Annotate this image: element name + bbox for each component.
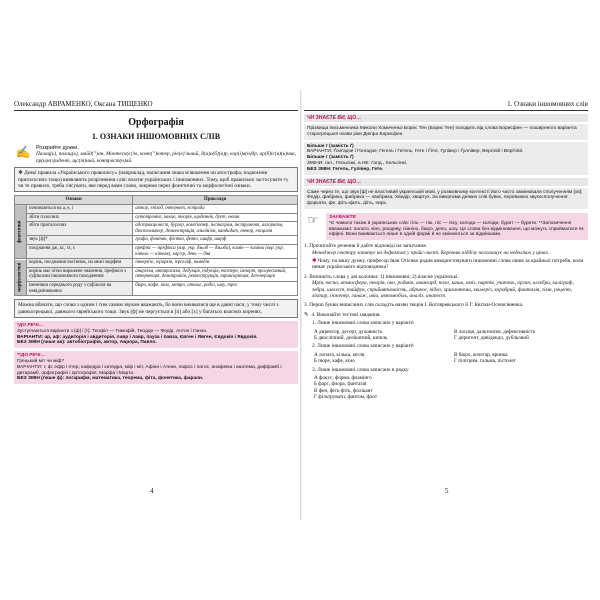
table-cell: збіги голосних — [27, 213, 133, 222]
left-page — [14, 100, 298, 520]
right-page — [304, 100, 588, 520]
left-running-header — [14, 100, 298, 111]
box-text: ВАРІАНТИ: Ґонґадзе і Гонгадзе, Гегель і Геґель, Гете і Ґете, Гулівер і Ґуллівер, Вергілій і Верґілій. — [307, 149, 524, 155]
table-cell: поєднання дж, кс, гз, є — [27, 245, 133, 259]
did-you-know-box-2 — [14, 351, 298, 384]
table-row — [15, 259, 298, 268]
box-text: ЗМІНИ: гал., Гельсінкі, а НЕ: ґалд., Хельсінкі. — [307, 160, 408, 166]
task-3 — [304, 302, 588, 308]
table-cell: бюро, кафе, кіно, метро, ательє, радіо, шоу, тріо — [133, 281, 298, 295]
chapter-title: Орфографія — [128, 117, 184, 128]
option: А директор, десерт, духовність — [314, 328, 383, 335]
no-change-line: БЕЗ ЗМІН (лише ф): логарифм, математика, теорема, фіта, фонетика, фараон. — [17, 376, 204, 382]
option: Г фільтрувати, фантом, флот — [314, 394, 378, 401]
note-text: Грецький міт чи міф? — [17, 358, 65, 364]
test-question-3: 3. Лише іншомовні слова записано в рядку — [312, 366, 409, 373]
option: В бюро, кочегар, яринка — [454, 351, 508, 358]
rule-text: Деякі правила «Українського правопису» (наприклад, написання знака м'якшення чи апострофа, подвоєння приголосних тощо) виявляють розрізнення слів: власне українських і іншомовних. Тому, щоб правильно застосувати ту чи те правило, треба з'ясувати, яке перед вами слово, зокрема через фонетичні та морфологічні ознаки. — [18, 170, 289, 190]
table-cell: анархізм, антирасизм, дедукція, індукція, екстерн, імпорт, прогресивний, інтервенція, демократія, реконструкція, транскрипція, дегенерація — [133, 267, 298, 281]
table-row — [15, 281, 298, 295]
test-icon: ✎ — [304, 311, 309, 318]
table-row — [15, 267, 298, 281]
diamond-icon: ❖ — [18, 170, 25, 177]
option: Б фарс, флора, фантазія — [314, 381, 367, 388]
rule-box — [14, 167, 298, 192]
table-cell: аутотренінг, какао, теорія, щоденнік, дуєт, океан — [133, 213, 298, 222]
no-change-line: БЕЗ ЗМІН: Гегель, Гулівер, Гете. — [307, 166, 384, 172]
table-row — [15, 236, 298, 245]
no-change-line: БЕЗ ЗМІН (лише ав): автобіографія, автор, Аврора, Павло. — [17, 340, 157, 346]
attention-title: ЗАУВАЖТЕ — [329, 214, 356, 220]
group-label-phonetic: фонетичні — [15, 205, 27, 259]
test-options-1 — [314, 329, 588, 342]
table-row — [15, 213, 298, 222]
table-header-examples: Приклади — [133, 196, 298, 205]
box-subtitle: Більше г (замість ґ) — [307, 155, 354, 161]
variants-line: ВАРІАНТИ: ар, аф: аудиторія і авдиторія, лавр і лавр, пауза і павза, Євген і Явген, Євдокія і Явдокія. — [17, 334, 258, 340]
section-title: 1. ОЗНАКИ ІНШОМОВНИХ СЛІВ — [91, 132, 221, 141]
test-options-3 — [314, 375, 588, 401]
table-cell: графа, фонтан, фістка, фото, шифр, шарф — [133, 236, 298, 245]
box-subtitle: Більше г (замість ґ) — [307, 143, 354, 149]
pointing-hand-icon: ☞ — [307, 212, 319, 227]
task-text: 3. Перші букви виписаних слів складіть назви творів І. Котляревського й Г. Квітки-Основ'яненка. — [304, 302, 524, 309]
star-icon: ✱ — [312, 257, 318, 264]
note-text: Зустрічаються варіанти з [ф] і [т]: Теофіл — Тимофій, Теодор — Федір, Антон і Ганна. — [17, 328, 208, 334]
option: Б пюре, кафе, кіно — [314, 358, 355, 365]
variants-line: ВАРІАНТИ: т, ф: ефір і етер, кафедра і катедра, міф і міт, Афіни і Атени, пафос і патос, анафема і анатема, дифірамб і дитирамб, орфографія і ортографія, Марфа і Марта. — [17, 364, 282, 376]
exercise-prompt: Розкрийте дужки. — [36, 145, 79, 151]
task-text: 4. Виконайте тестові завдання. — [311, 311, 381, 318]
test-question-1: 1. Лише іншомовні слова записано у варіанті — [312, 320, 414, 327]
option: В фен, фіть-фіть, фолікант — [314, 387, 373, 394]
did-you-know-title-2: ЧИ ЗНАЄТЕ ВИ, ЩО… — [304, 178, 588, 186]
table-cell: корінь має чітко виражене значення, префікси з суфіксами іншомовного походження — [27, 267, 133, 281]
task-4 — [304, 312, 588, 318]
did-you-know-box-right-2: Саме через те, що звук [ф] не властивий українській мові, у розмовному контексті його часто замінювали сполученням [хв]: Федір, фабрика, фабрика — хвабрика, Хведір, хвартух. За вимогами деяких слів буває, переважно звукосполучення: форкати, фе, фіть-фить, фіть, пирх. — [304, 188, 588, 209]
task-1-question — [312, 258, 588, 271]
table-cell: префікс — префікса (вор. укр. дзьоб — дзьоба), камін — каміна (вор. укр. кітель — кітеля), кар'єр, день — дня — [133, 245, 298, 259]
table-cell: починаються на а, е, і — [27, 205, 133, 214]
attention-block — [304, 213, 588, 240]
task-1-text: Менеджер сектору запитує на дефектах у прайс-листі. Керівник відділу наголошує на недоліках у цінах. — [312, 249, 550, 256]
option: В ласиця, дальтонізм, дефенсивність — [454, 328, 536, 335]
right-page-number: 5 — [445, 487, 449, 495]
table-cell: корінь, поєднання частинок, на межі морфем — [27, 259, 133, 268]
right-running-header — [304, 100, 588, 111]
table-row — [15, 205, 298, 214]
pen-icon: ✍ — [15, 145, 31, 159]
did-you-know-box-right-1 — [304, 124, 588, 140]
option: Г диригент, дивідендо, дубльовий — [454, 335, 529, 342]
exercise-text: Палац(ь), палац(ь), майд('ʼ)ан, Монтеск(є)'ю, комп('ʼ)ютер, рів(е)'льний, д(и)о(б)(и)р, кор(і)а(н)др, ар(б)іс(и)(ь)ник, пр(и)е(з)идент, щс(т)ний, контраст(н)ий. — [36, 151, 297, 164]
header-section: 1. Ознаки іншомовних слів — [507, 100, 588, 108]
table-cell: інтерв'ю, ієрархія, ієрогліф, комедія — [133, 259, 298, 268]
question-text: Чому, на вашу думку, професор Іван Огієнко радив використовувати іншомовні слова лише за крайньої потреби, коли немає українського відповідника? — [312, 257, 584, 271]
did-you-know-box-1 — [14, 321, 298, 348]
note-box: Можна вбачати, що слова з одним і тим самим звуком вважають, бо вони вживалися ще в давні часи, у тому числі з давньогрецької, давнього єврейського тощо. Звук [ф] не чергується в [п] або [х] у багатьох власних коренях. — [14, 299, 298, 318]
left-page-number: 4 — [150, 487, 154, 495]
table-cell: абстракціоніст, бургер, комп'ютер, інстаграм, інструмент, алгоритм, бюстгальтер, демонстрація, альпінізм, кандидат, тенор, ексцизія — [133, 222, 298, 236]
table-cell: іменники середнього роду з суфіксом на невідмінюваних — [27, 281, 133, 295]
note-title: **ДО РЕЧІ… — [17, 353, 46, 359]
option: Б двосліпний, делікатний, шпиль — [314, 335, 388, 342]
book-gutter — [300, 90, 302, 520]
group-label-morph: морфологічні — [15, 259, 27, 296]
task-2-text: Мрія, весна, атмосфера, теорія, око, родина, авангард, поло, каша, аміз, партія, учитель, орган, алгебра, каліграф, зебра, шелест, тайфун, сприйнятливість, абрикос, відео, хризантема, хвилеріз, хоробрий, фантазія, гімн, рецепт, ліхтар, інженер, ганаж, авіа, автомобіль, аналіз, анапест. — [312, 280, 574, 299]
header-authors: Олександр АВРАМЕНКО, Оксана ТИЩЕНКО — [14, 100, 153, 108]
table-header-features: Ознаки — [15, 196, 133, 205]
option: Г пілігрим, гальма, пістолет — [454, 358, 516, 365]
option: А фокус, форма, фламінго — [314, 375, 372, 382]
table-row — [15, 222, 298, 236]
table-row — [15, 245, 298, 259]
table-cell: автор, епізод, інтернет, естрада — [133, 205, 298, 214]
task-text: 1. Прочитайте речення й дайте відповіді на запитання. — [304, 243, 428, 250]
variants-box — [304, 142, 588, 175]
option: А лопата, кілька, кегля — [314, 351, 365, 358]
table-cell: збіги приголосних — [27, 222, 133, 236]
test-options-2 — [314, 352, 588, 365]
features-table — [14, 195, 298, 296]
exercise-block — [14, 145, 298, 164]
attention-text: *Є чимало також в українських слів: гіль — гію, ліс — лісу, колода — колоди, бурит — бурити. **Запозичення вважаємо: пальто, кіно, рандеву, піаніно, бюро, депо, шоу. Це слова без відмінювання, що можуть сприйматися як ефірні. Вони вживаються лише в одній формі й не змінюються за відмінками. — [329, 220, 584, 238]
note-title: *ДО РЕЧІ… — [17, 322, 44, 328]
test-question-2: 2. Лише іншомовні слова записано у варіанті — [312, 343, 414, 350]
table-cell: звук [ф]* — [27, 236, 133, 245]
box-text: Прізвища письменника Миколи Хомиченко Борис Тен (Борис Тен) походить від слова Борисфен — поширеного варіанта старогрецької назви ріки Дніпра Борисфен. — [307, 126, 577, 137]
task-text: 2. Випишіть слова у дві колонки: 1) іншомовні; 2) власне українські. — [304, 273, 459, 280]
did-you-know-title-1: ЧИ ЗНАЄТЕ ВИ, ЩО… — [304, 114, 588, 122]
